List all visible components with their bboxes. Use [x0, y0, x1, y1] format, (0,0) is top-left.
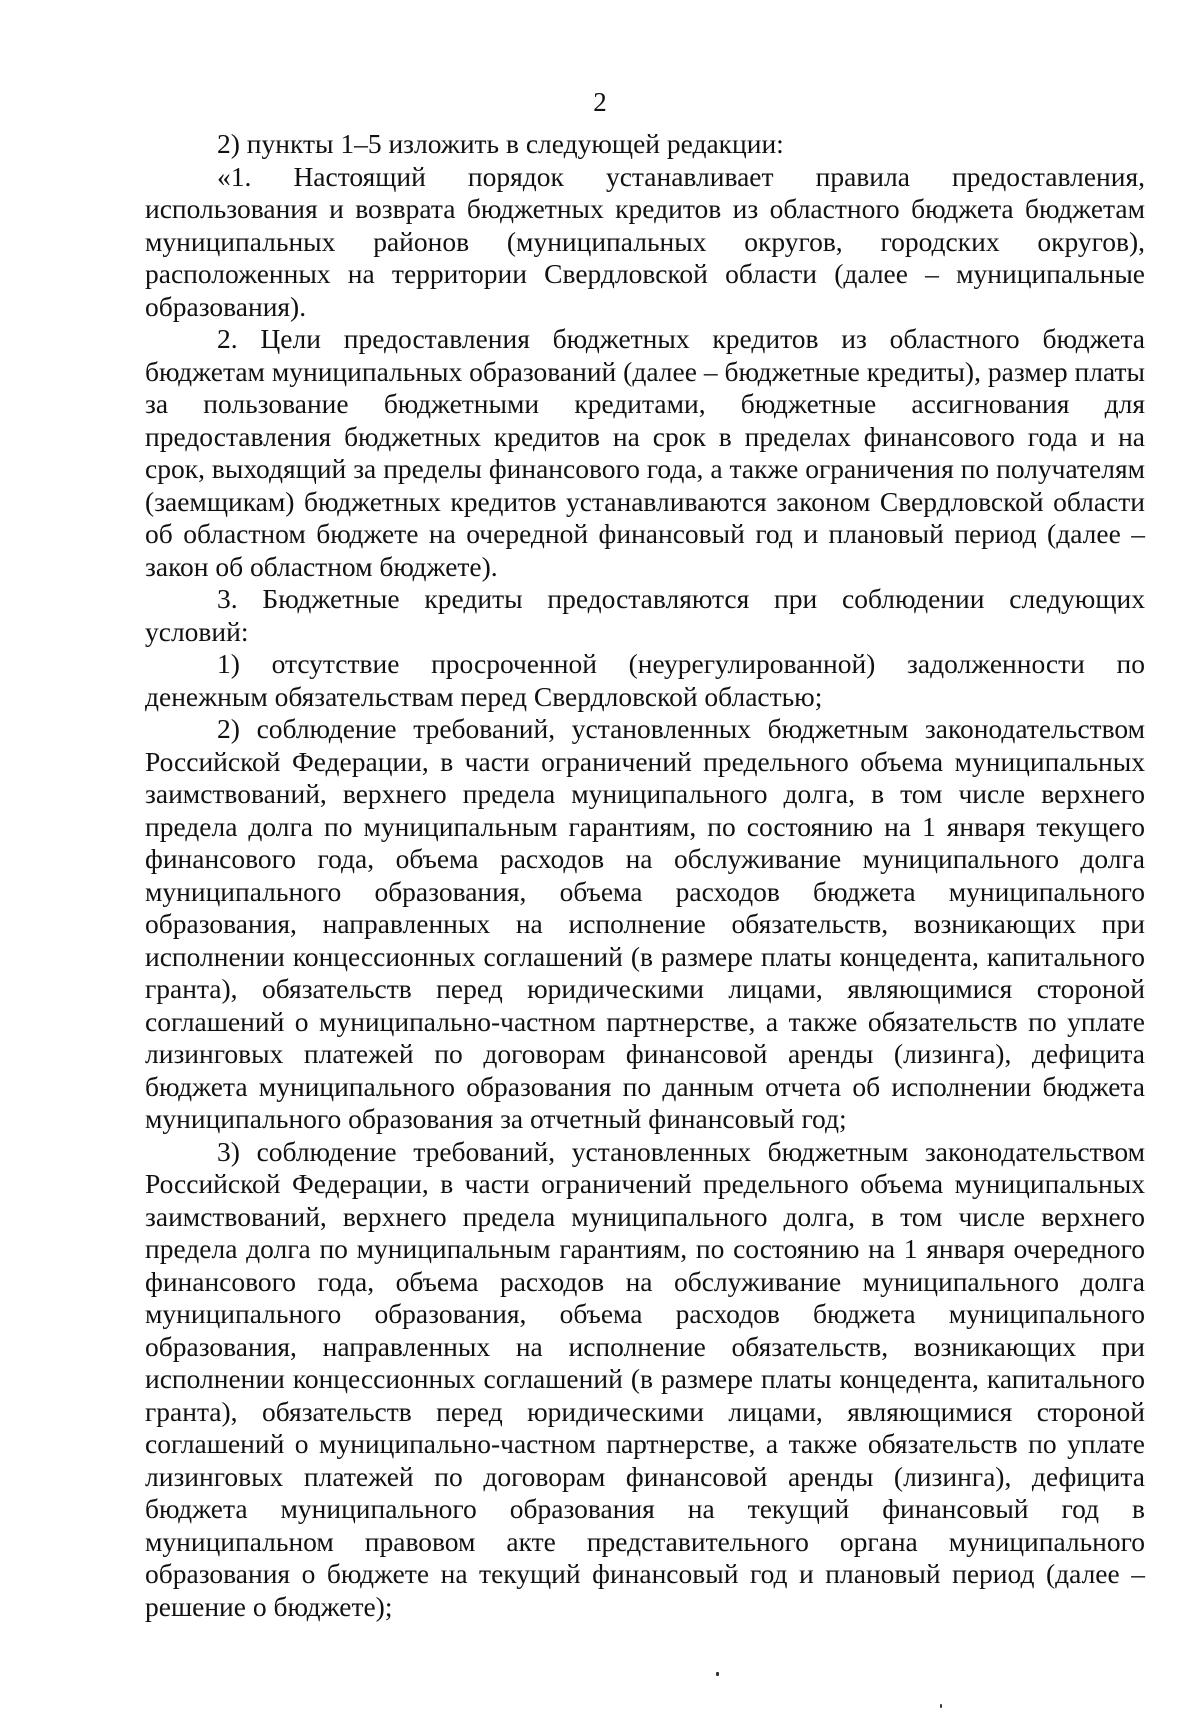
document-body	[145, 128, 1145, 1623]
scan-speck	[716, 1672, 719, 1676]
paragraph-condition-3: 3) соблюдение требований, установленных бюджетным законодательством Российской Федерации, в части ограничений предельного объема муниципальных заимствований, верхнего предела муниципального долга, в том числе верхнего предела долга по муниципальным гарантиям, по состоянию на 1 января очередного финансового года, объема расходов на обслуживание муниципального долга муниципального образования, объема расходов бюджета муниципального образования, направленных на исполнение обязательств, возникающих при исполнении концессионных соглашений (в размере платы концедента, капитального гранта), обязательств перед юридическими лицами, являющимися стороной соглашений о муниципально-частном партнерстве, а также обязательств по уплате лизинговых платежей по договорам финансовой аренды (лизинга), дефицита бюджета муниципального образования на текущий финансовый год в муниципальном правовом акте представительного органа муниципального образования о бюджете на текущий финансовый год и плановый период (далее – решение о бюджете);	[145, 1135, 1145, 1622]
paragraph-intro: 2) пункты 1–5 изложить в следующей редакции:	[217, 128, 784, 159]
paragraph-condition-2: 2) соблюдение требований, установленных бюджетным законодательством Российской Федерации, в части ограничений предельного объема муниципальных заимствований, верхнего предела муниципального долга, в том числе верхнего предела долга по муниципальным гарантиям, по состоянию на 1 января текущего финансового года, объема расходов на обслуживание муниципального долга муниципального образования, объема расходов бюджета муниципального образования, направленных на исполнение обязательств, возникающих при исполнении концессионных соглашений (в размере платы концедента, капитального гранта), обязательств перед юридическими лицами, являющимися стороной соглашений о муниципально-частном партнерстве, а также обязательств по уплате лизинговых платежей по договорам финансовой аренды (лизинга), дефицита бюджета муниципального образования по данным отчета об исполнении бюджета муниципального образования за отчетный финансовый год;	[145, 713, 1145, 1134]
paragraph-item-1: «1. Настоящий порядок устанавливает правила предоставления, использования и возврата бюджетных кредитов из областного бюджета бюджетам муниципальных районов (муниципальных округов, городских округов), расположенных на территории Свердловской области (далее – муниципальные образования).	[145, 160, 1145, 322]
paragraph-item-2: 2. Цели предоставления бюджетных кредитов из областного бюджета бюджетам муниципальных образований (далее – бюджетные кредиты), размер платы за пользование бюджетными кредитами, бюджетные ассигнования для предоставления бюджетных кредитов на срок в пределах финансового года и на срок, выходящий за пределы финансового года, а также ограничения по получателям (заемщикам) бюджетных кредитов устанавливаются законом Свердловской области об областном бюджете на очередной финансовый год и плановый период (далее – закон об областном бюджете).	[145, 323, 1145, 582]
paragraph-item-3: 3. Бюджетные кредиты предоставляются при соблюдении следующих условий:	[145, 583, 1145, 647]
page-number: 2	[593, 87, 607, 117]
scan-speck	[940, 1704, 942, 1708]
paragraph-condition-1: 1) отсутствие просроченной (неурегулированной) задолженности по денежным обязательствам перед Свердловской областью;	[145, 648, 1145, 712]
